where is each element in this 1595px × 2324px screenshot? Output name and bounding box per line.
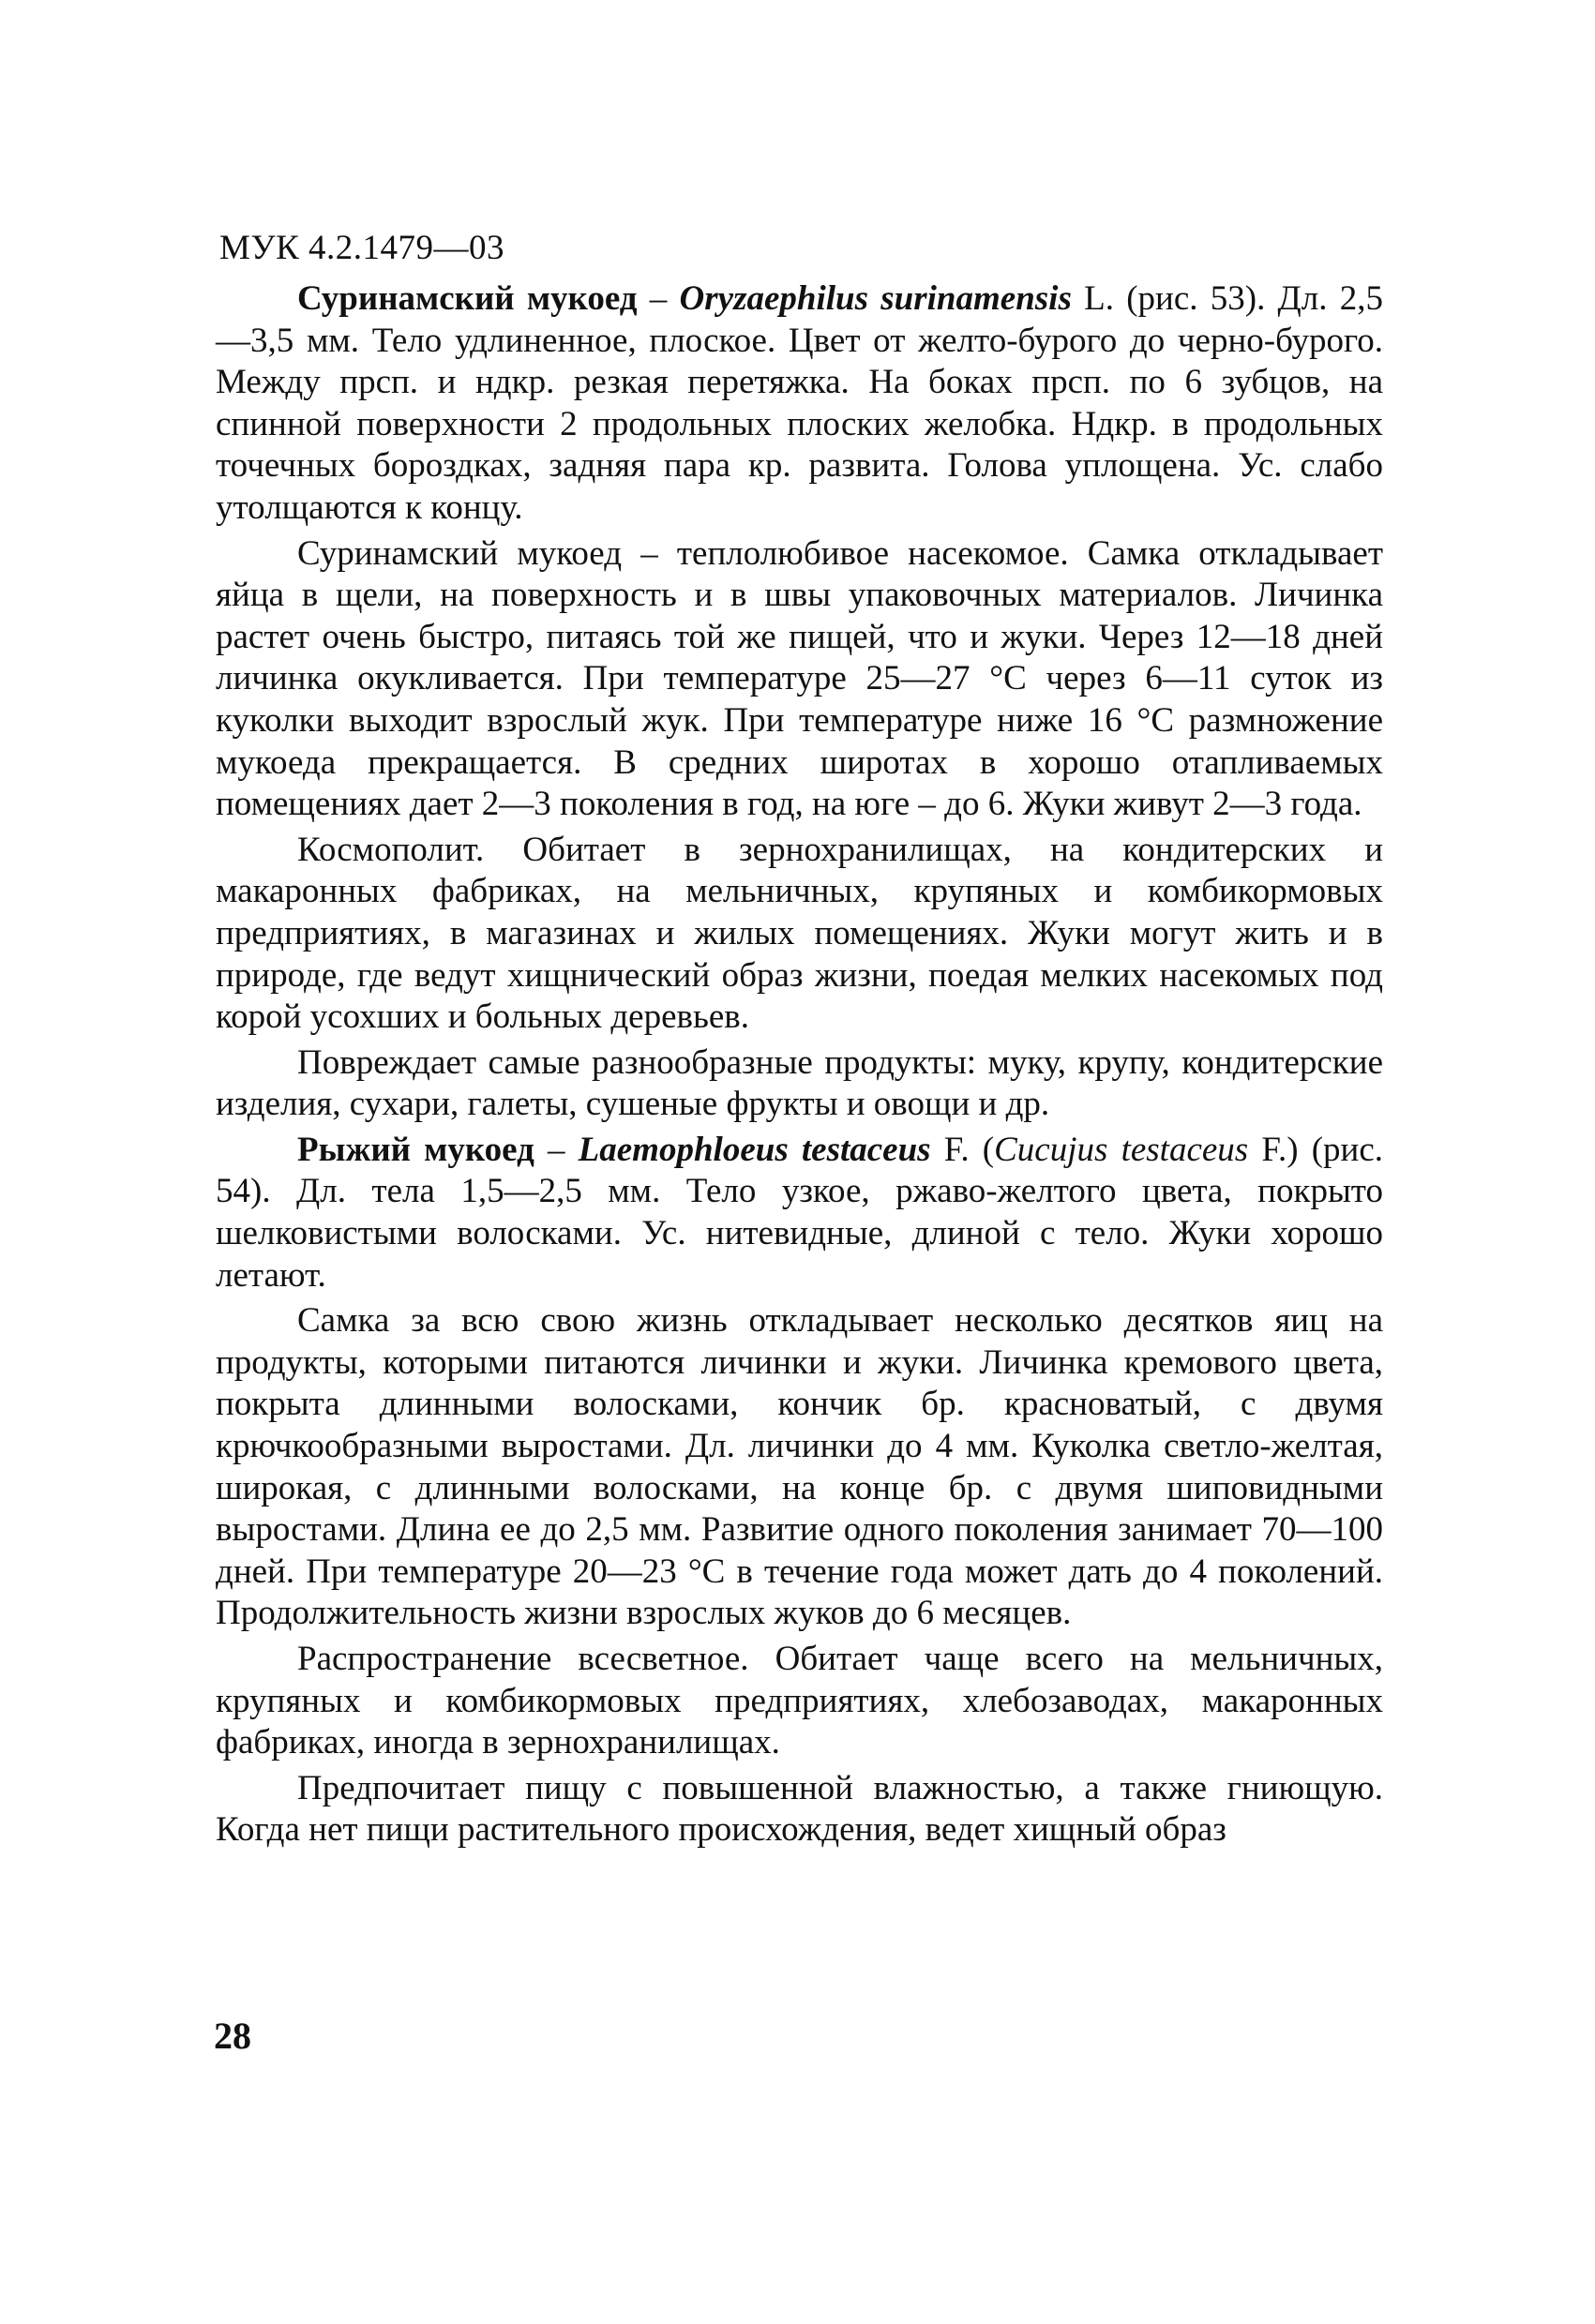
document-code-header: МУК 4.2.1479—03	[219, 229, 505, 267]
latin-name-rusty: Laemophloeus testaceus	[578, 1130, 931, 1169]
paragraph-rusty-food: Предпочитает пищу с повышенной влажностью, а также гниющую. Когда нет пищи растительного происхождения, ведет хищный образ	[216, 1768, 1383, 1850]
species-name-suriname: Суринамский мукоед	[297, 279, 638, 318]
paragraph-rusty-distribution: Распространение всесветное. Обитает чаще всего на мельничных, крупяных и комбикормовых предприятиях, хлебозаводах, макаронных фабриках, иногда в зернохранилищах.	[216, 1640, 1383, 1762]
paragraph-text: L. (рис. 53). Дл. 2,5—3,5 мм. Тело удлиненное, плоское. Цвет от желто-бурого до черно-бурого. Между прсп. и ндкр. резкая перетяжка. На боках прсп. по 6 зубцов, на спинной поверхности 2 продольных плоских желобка. Ндкр. в продольных точечных бороздках, задняя пара кр. развита. Голова уплощена. Ус. слабо утолщаются к концу.	[216, 279, 1384, 527]
paragraph-species-rusty-description	[216, 1130, 1383, 1297]
document-body	[216, 278, 1383, 1852]
dash: –	[534, 1130, 579, 1169]
latin-name-suriname: Oryzaephilus surinamensis	[679, 279, 1072, 318]
paragraph-suriname-habitat: Космополит. Обитает в зернохранилищах, на кондитерских и макаронных фабриках, на мельничных, крупяных и комбикормовых предприятиях, в магазинах и жилых помещениях. Жуки могут жить и в природе, где ведут хищнический образ жизни, поедая мелких насекомых под корой усохших и больных деревьев.	[216, 830, 1383, 1037]
paragraph-text-a: F. (	[930, 1130, 995, 1169]
paragraph-suriname-biology: Суринамский мукоед – теплолюбивое насекомое. Самка откладывает яйца в щели, на поверхность и в швы упаковочных материалов. Личинка растет очень быстро, питаясь той же пищей, что и жуки. Через 12—18 дней личинка окукливается. При температуре 25—27 °С через 6—11 суток из куколки выходит взрослый жук. При температуре ниже 16 °С размножение мукоеда прекращается. В средних широтах в хорошо отапливаемых помещениях дает 2—3 поколения в год, на юге – до 6. Жуки живут 2—3 года.	[216, 533, 1383, 824]
page-number: 28	[214, 2015, 251, 2057]
paragraph-species-suriname-description	[216, 278, 1383, 530]
dash: –	[637, 279, 680, 318]
paragraph-suriname-damage: Повреждает самые разнообразные продукты: муку, крупу, кондитерские изделия, сухари, галеты, сушеные фрукты и овощи и др.	[216, 1042, 1383, 1124]
paragraph-text: F.) (рис. 54). Дл. тела 1,5—2,5 мм. Тело узкое, ржаво-желтого цвета, покрыто шелковистыми волосками. Ус. нитевидные, длиной с тело. Жуки хорошо летают.	[216, 1130, 1384, 1295]
latin-synonym-rusty: Cucujus testaceus	[994, 1130, 1249, 1169]
paragraph-rusty-biology: Самка за всю свою жизнь откладывает несколько десятков яиц на продукты, которыми питаются личинки и жуки. Личинка кремового цвета, покрыта длинными волосками, кончик бр. красноватый, с двумя крючкообразными выростами. Дл. личинки до 4 мм. Куколка светло-желтая, широкая, с длинными волосками, на конце бр. с двумя шиповидными выростами. Длина ее до 2,5 мм. Развитие одного поколения занимает 70—100 дней. При температуре 20—23 °С в течение года может дать до 4 поколений. Продолжительность жизни взрослых жуков до 6 месяцев.	[216, 1301, 1383, 1633]
species-name-rusty: Рыжий мукоед	[297, 1130, 534, 1169]
